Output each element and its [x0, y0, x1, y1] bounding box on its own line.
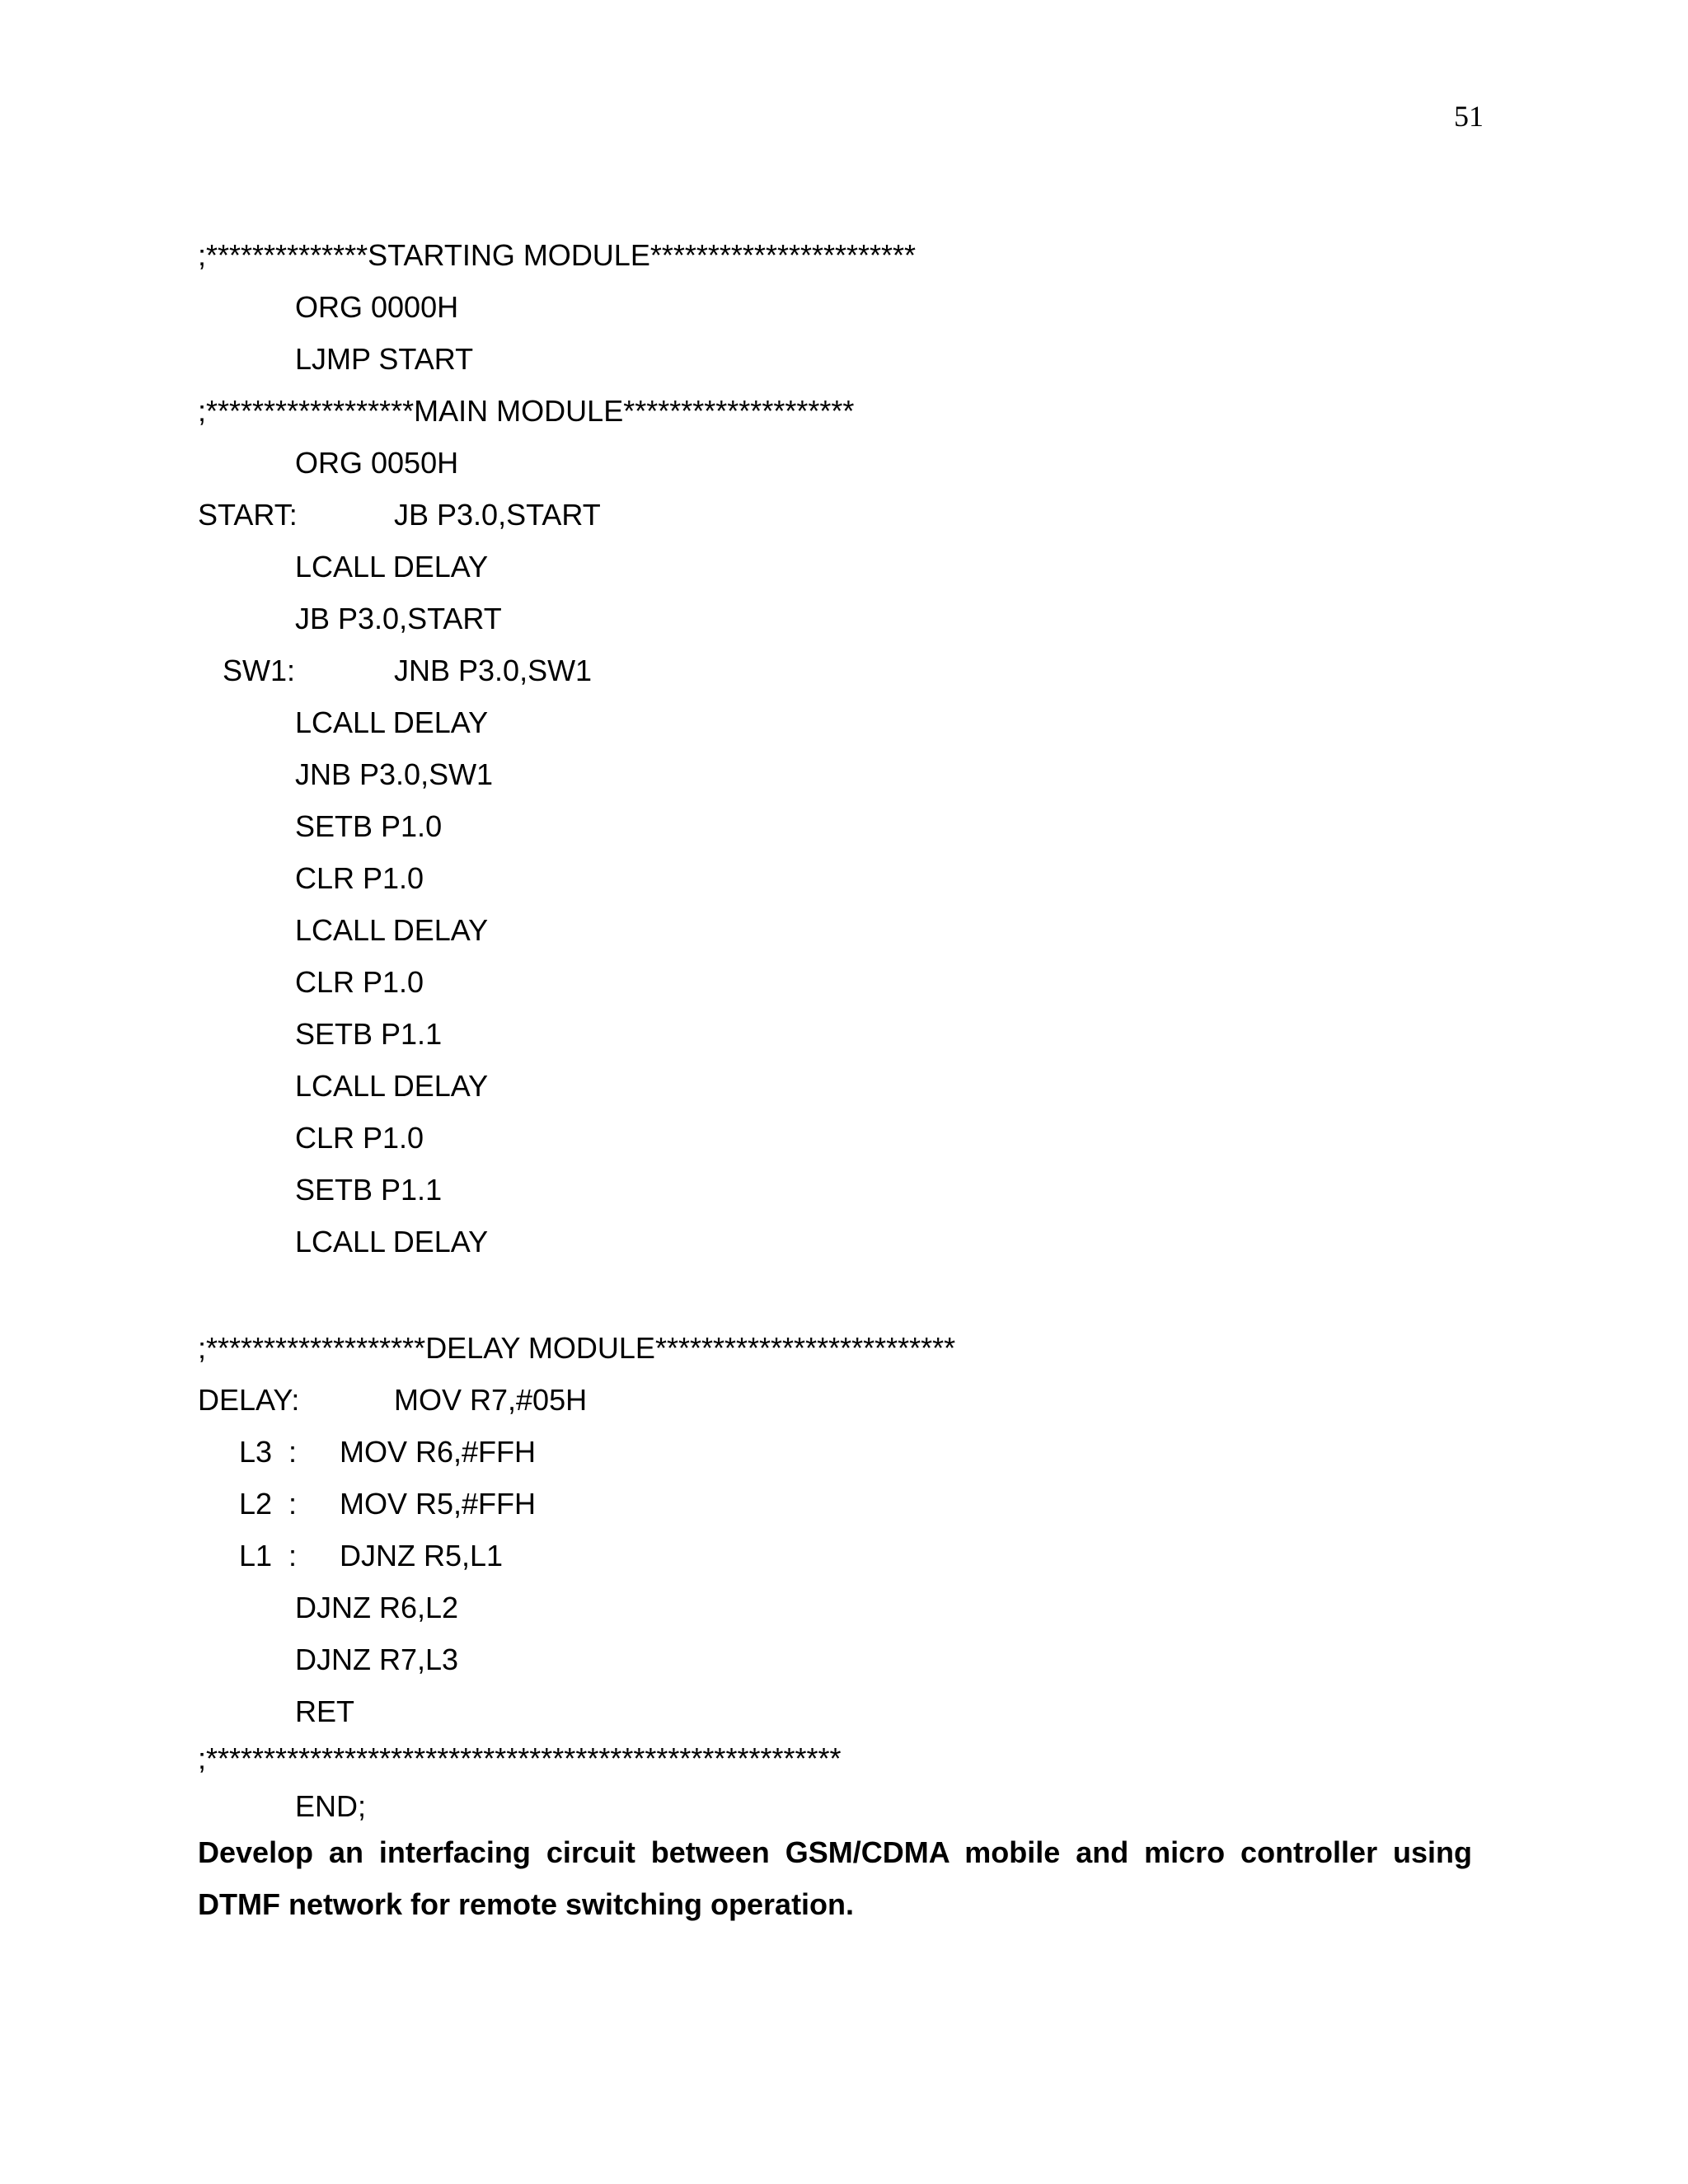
- code-line-l3: [0, 1426, 1566, 1478]
- code-line: [0, 800, 1566, 852]
- code-line: [0, 1780, 1566, 1832]
- instruction: MOV R6,#FFH: [340, 1435, 537, 1469]
- code-line-delay-header: [0, 1322, 1566, 1374]
- code-line: [0, 1164, 1566, 1216]
- instruction: RET: [295, 1694, 354, 1728]
- instruction: JB P3.0,START: [394, 498, 601, 532]
- code-line: [0, 437, 1566, 489]
- label-colon: :: [288, 1539, 298, 1572]
- starting-module-comment: ;**************STARTING MODULE***********************: [198, 238, 917, 272]
- instruction: SETB P1.0: [295, 809, 443, 843]
- label-colon: :: [288, 1487, 298, 1521]
- instruction: CLR P1.0: [295, 1121, 424, 1155]
- label-l2: L2: [239, 1487, 273, 1521]
- instruction: LCALL DELAY: [295, 913, 489, 947]
- instruction: ORG 0000H: [295, 290, 459, 324]
- code-line: [0, 1582, 1566, 1633]
- code-line: [0, 852, 1566, 904]
- code-line: [0, 1685, 1566, 1737]
- code-line: [0, 1633, 1566, 1685]
- instruction: LJMP START: [295, 342, 474, 376]
- code-line: [0, 1112, 1566, 1164]
- instruction: MOV R7,#05H: [394, 1383, 588, 1417]
- code-line-sw1: [0, 644, 1566, 696]
- code-line: [0, 1216, 1566, 1268]
- code-line-starting-header: [0, 229, 1566, 281]
- code-line: [0, 541, 1566, 593]
- code-line: [0, 1008, 1566, 1060]
- instruction: SETB P1.1: [295, 1017, 443, 1051]
- code-line-main-header: [0, 385, 1566, 437]
- code-line: [0, 956, 1566, 1008]
- instruction: MOV R5,#FFH: [340, 1487, 537, 1521]
- instruction: LCALL DELAY: [295, 1225, 489, 1258]
- code-line: [0, 696, 1566, 748]
- delay-module-comment: ;*******************DELAY MODULE**************************: [198, 1331, 956, 1365]
- label-l3: L3: [239, 1435, 273, 1469]
- code-line: [0, 1060, 1566, 1112]
- instruction: DJNZ R7,L3: [295, 1643, 459, 1676]
- code-line-delay: [0, 1374, 1566, 1426]
- instruction: CLR P1.0: [295, 965, 424, 999]
- instruction: SETB P1.1: [295, 1173, 443, 1207]
- instruction: LCALL DELAY: [295, 550, 489, 583]
- conclusion-paragraph: Develop an interfacing circuit between GSM/CDMA mobile and micro controller using DTMF network for remote switching operation.: [198, 1835, 1472, 1921]
- label-start: START:: [198, 498, 298, 532]
- instruction: JNB P3.0,SW1: [295, 757, 494, 791]
- code-line: [0, 333, 1566, 385]
- instruction: LCALL DELAY: [295, 705, 489, 739]
- label-sw1: SW1:: [223, 654, 296, 687]
- main-module-comment: ;******************MAIN MODULE********************: [198, 394, 855, 428]
- instruction: DJNZ R6,L2: [295, 1591, 459, 1624]
- code-line: [0, 593, 1566, 644]
- instruction: ORG 0050H: [295, 446, 459, 480]
- separator-comment: ;*******************************************************: [198, 1741, 842, 1775]
- instruction: JNB P3.0,SW1: [394, 654, 593, 687]
- instruction: JB P3.0,START: [295, 602, 502, 635]
- label-l1: L1: [239, 1539, 273, 1572]
- end-directive: END;: [295, 1789, 367, 1823]
- code-line: [0, 748, 1566, 800]
- code-line-end-separator: [0, 1732, 1566, 1784]
- code-line: [0, 904, 1566, 956]
- code-line-start: [0, 489, 1566, 541]
- code-line: [0, 281, 1566, 333]
- label-colon: :: [288, 1435, 298, 1469]
- instruction: CLR P1.0: [295, 861, 424, 895]
- label-delay: DELAY:: [198, 1383, 300, 1417]
- page-number: 51: [1454, 100, 1484, 133]
- instruction: LCALL DELAY: [295, 1069, 489, 1103]
- code-line-l2: [0, 1478, 1566, 1530]
- code-line-l1: [0, 1530, 1566, 1582]
- instruction: DJNZ R5,L1: [340, 1539, 504, 1572]
